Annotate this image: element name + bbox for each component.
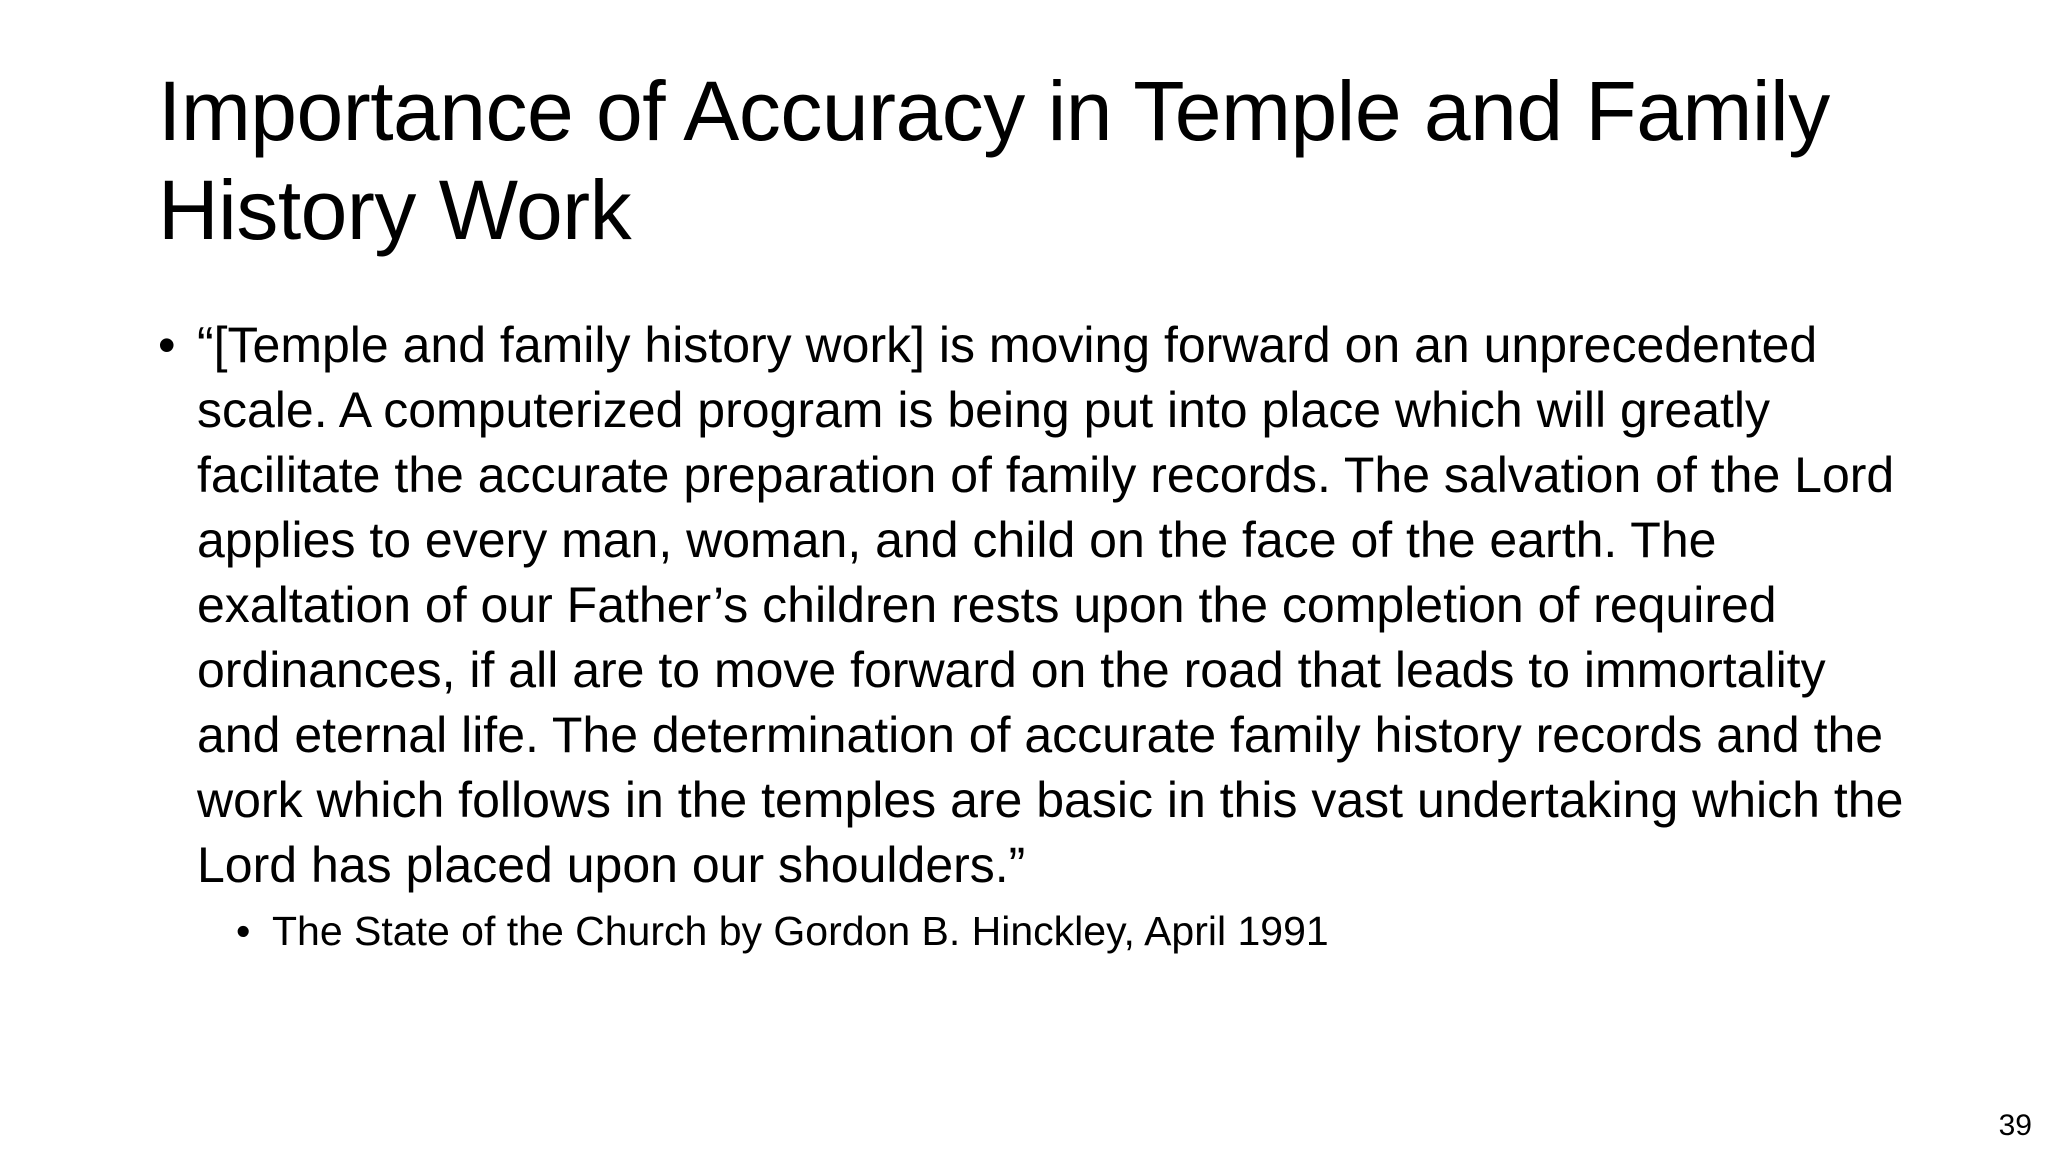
quote-text: “[Temple and family history work] is moving forward on an unprecedented scale. A computerized program is being put into place which will greatly facilitate the accurate preparation of family records. The salvation of the Lord applies to every man, woman, and child on the face of the earth. The exaltation of our Father’s children rests upon the completion of required ordinances, if all are to move forward on the road that leads to immortality and eternal life. The determination of accurate family history records and the work which follows in the temples are basic in this vast undertaking which the Lord has placed upon our shoulders.” (197, 317, 1904, 893)
slide-body (158, 313, 1918, 959)
citation-bullet (197, 904, 1918, 959)
quote-bullet (158, 313, 1918, 959)
sub-bullet-icon: • (236, 908, 251, 954)
citation-text: The State of the Church by Gordon B. Hinckley, April 1991 (272, 908, 1329, 954)
citation-list (197, 904, 1918, 959)
page-number: 39 (1998, 1109, 2032, 1142)
slide-title: Importance of Accuracy in Temple and Family History Work (158, 64, 1830, 257)
bullet-icon: • (158, 317, 176, 373)
